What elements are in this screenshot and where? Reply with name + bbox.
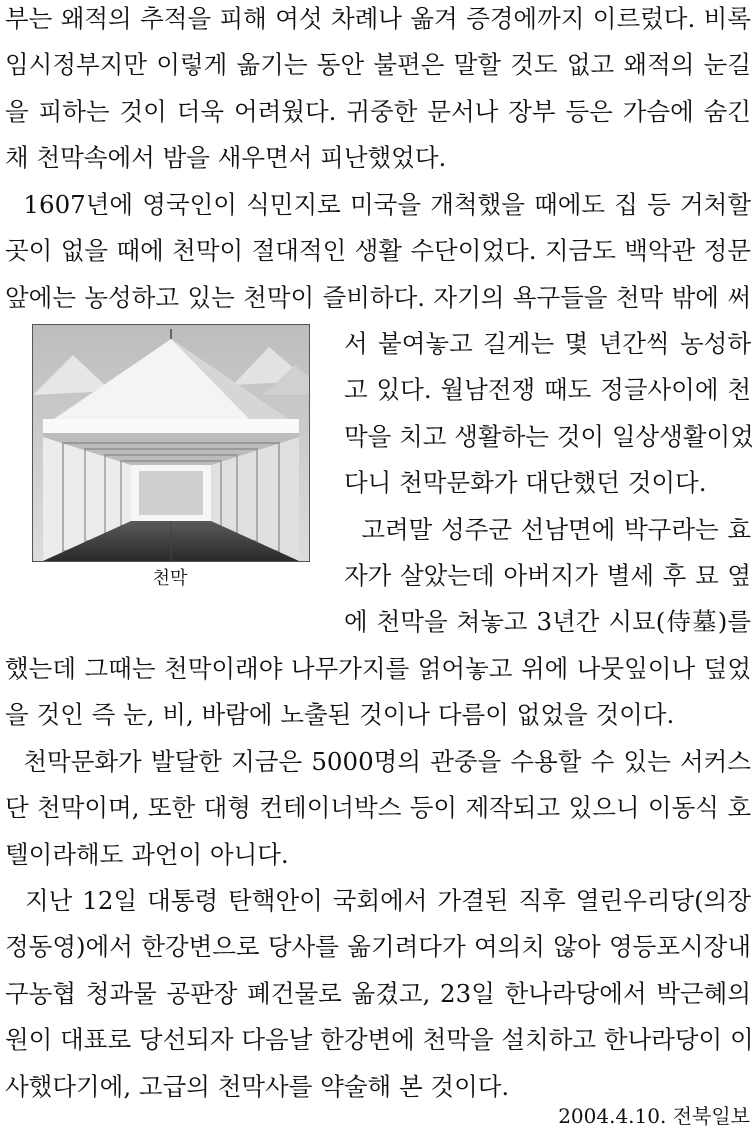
text-line: 에 천막을 쳐놓고 3년간 시묘(侍墓)를	[344, 607, 751, 636]
text-line: 채 천막속에서 밤을 새우면서 피난했었다.	[5, 143, 447, 172]
text-line: 정동영)에서 한강변으로 당사를 옮기려다가 여의치 않아 영등포시장내	[5, 932, 751, 961]
text-line: 고려말 성주군 선남면에 박구라는 효	[344, 515, 751, 544]
source-citation: 2004.4.10. 전북일보	[558, 1104, 750, 1128]
text-line: 임시정부지만 이렇게 옮기는 동안 불편은 말할 것도 없고 왜적의 눈길	[5, 50, 751, 79]
text-line: 원이 대표로 당선되자 다음날 한강변에 천막을 설치하고 한나라당이 이	[5, 1025, 754, 1054]
text-line: 1607년에 영국인이 식민지로 미국을 개척했을 때에도 집 등 거처할	[5, 190, 751, 219]
text-line: 천막문화가 발달한 지금은 5000명의 관중을 수용할 수 있는 서커스	[5, 747, 751, 776]
text-line: 했는데 그때는 천막이래야 나무가지를 얽어놓고 위에 나뭇잎이나 덮었	[5, 654, 751, 683]
text-line: 을 것인 즉 눈, 비, 바람에 노출된 것이나 다름이 없었을 것이다.	[5, 700, 675, 729]
text-line: 고 있다. 월남전쟁 때도 정글사이에 천	[344, 375, 751, 404]
figure-caption: 천막	[152, 568, 188, 589]
text-line: 곳이 없을 때에 천막이 절대적인 생활 수단이었다. 지금도 백악관 정문	[5, 236, 751, 265]
text-line: 서 붙여놓고 길게는 몇 년간씩 농성하	[344, 329, 751, 358]
text-line: 막을 치고 생활하는 것이 일상생활이었	[344, 422, 754, 451]
text-line: 사했다기에, 고급의 천막사를 약술해 본 것이다.	[5, 1072, 510, 1101]
text-line: 다니 천막문화가 대단했던 것이다.	[344, 468, 707, 497]
text-line: 을 피하는 것이 더욱 어려웠다. 귀중한 문서나 장부 등은 가슴에 숨긴	[5, 97, 751, 126]
text-line: 구농협 청과물 공판장 폐건물로 옮겼고, 23일 한나라당에서 박근혜의	[5, 979, 751, 1008]
tent-photo	[32, 324, 310, 562]
text-line: 지난 12일 대통령 탄핵안이 국회에서 가결된 직후 열린우리당(의장	[5, 886, 751, 915]
text-line: 부는 왜적의 추적을 피해 여섯 차례나 옮겨 증경에까지 이르렀다. 비록	[5, 4, 751, 33]
text-line: 단 천막이며, 또한 대형 컨테이너박스 등이 제작되고 있으니 이동식 호	[5, 793, 751, 822]
text-line: 앞에는 농성하고 있는 천막이 즐비하다. 자기의 욕구들을 천막 밖에 써	[5, 283, 751, 312]
text-line: 텔이라해도 과언이 아니다.	[5, 840, 289, 869]
text-line: 자가 살았는데 아버지가 별세 후 묘 옆	[344, 561, 751, 590]
